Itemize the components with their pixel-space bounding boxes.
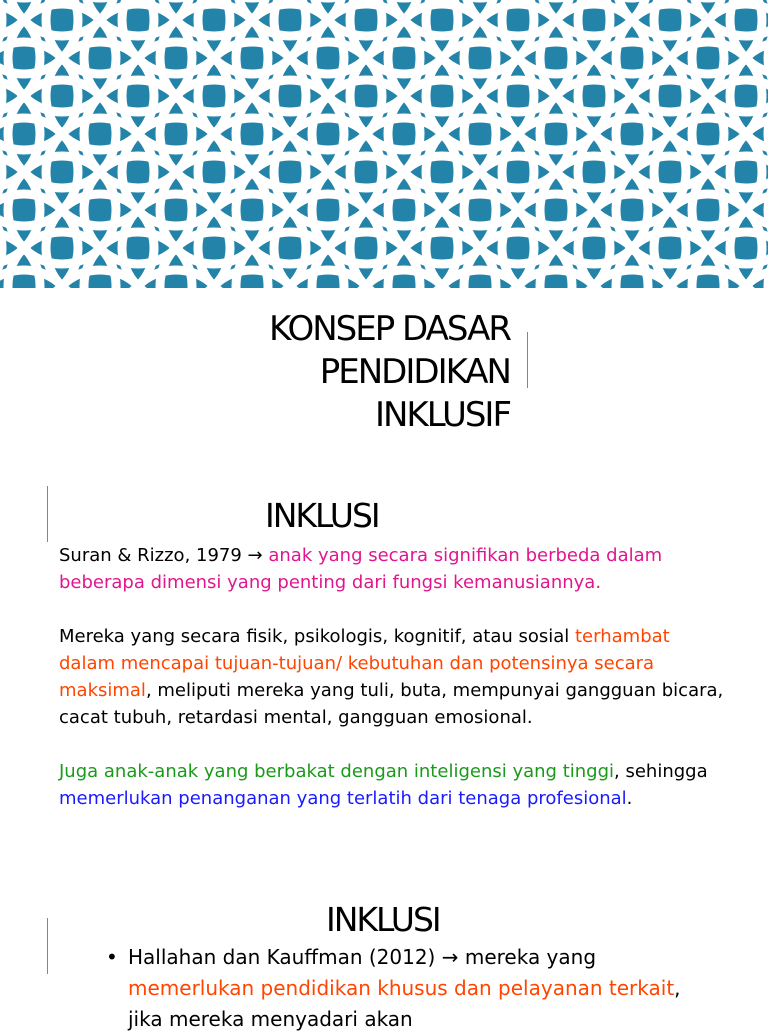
slide-title-line-2: PENDIDIKAN [319,352,510,392]
slide2-accent-bar [47,486,48,542]
slide-title-line-3: INKLUSIF [374,395,510,435]
slide3-accent-bar [47,918,48,974]
bullet-highlight: memerlukan pendidikan khusus dan pelayanan terkait [128,976,675,1000]
slide2-paragraph-3 [59,758,729,812]
p2-text-2: , meliputi mereka yang tuli, buta, mempunyai gangguan bicara, cacat tubuh, retardasi mental, gangguan emosional. [59,680,724,728]
slide2-paragraph-2 [59,623,729,731]
p3-text-1: , sehingga [614,761,708,782]
bullet-text-1: Hallahan dan Kauffman (2012) → mereka yang [128,945,597,969]
slide-title [170,308,510,437]
p1-source: Suran & Rizzo, 1979 → [59,545,269,566]
bullet-icon: • [106,945,118,969]
header-pattern [0,0,768,288]
slide-title-line-1: KONSEP DASAR [269,309,510,349]
p3-blue: memerlukan penanganan yang terlatih dari tenaga profesional [59,788,627,809]
p2-highlight: terhambat dalam mencapai tujuan-tujuan/ kebutuhan dan potensinya secara maksimal [59,626,670,701]
p3-green: Juga anak-anak yang berbakat dengan inteligensi yang tinggi [59,761,615,782]
slide3-heading: INKLUSI [326,900,440,939]
slide2-heading: INKLUSI [265,496,379,535]
bullet-text [128,942,688,1035]
p1-highlight: anak yang secara signifikan berbeda dalam beberapa dimensi yang penting dari fungsi kemanusiannya. [59,545,663,593]
title-accent-bar [527,332,528,388]
p2-text-1: Mereka yang secara fisik, psikologis, kognitif, atau sosial [59,626,575,647]
bullet-text-2: , jika mereka menyadari akan [128,976,681,1031]
p3-text-2: . [626,788,633,809]
slide2-paragraph-1 [59,542,729,596]
